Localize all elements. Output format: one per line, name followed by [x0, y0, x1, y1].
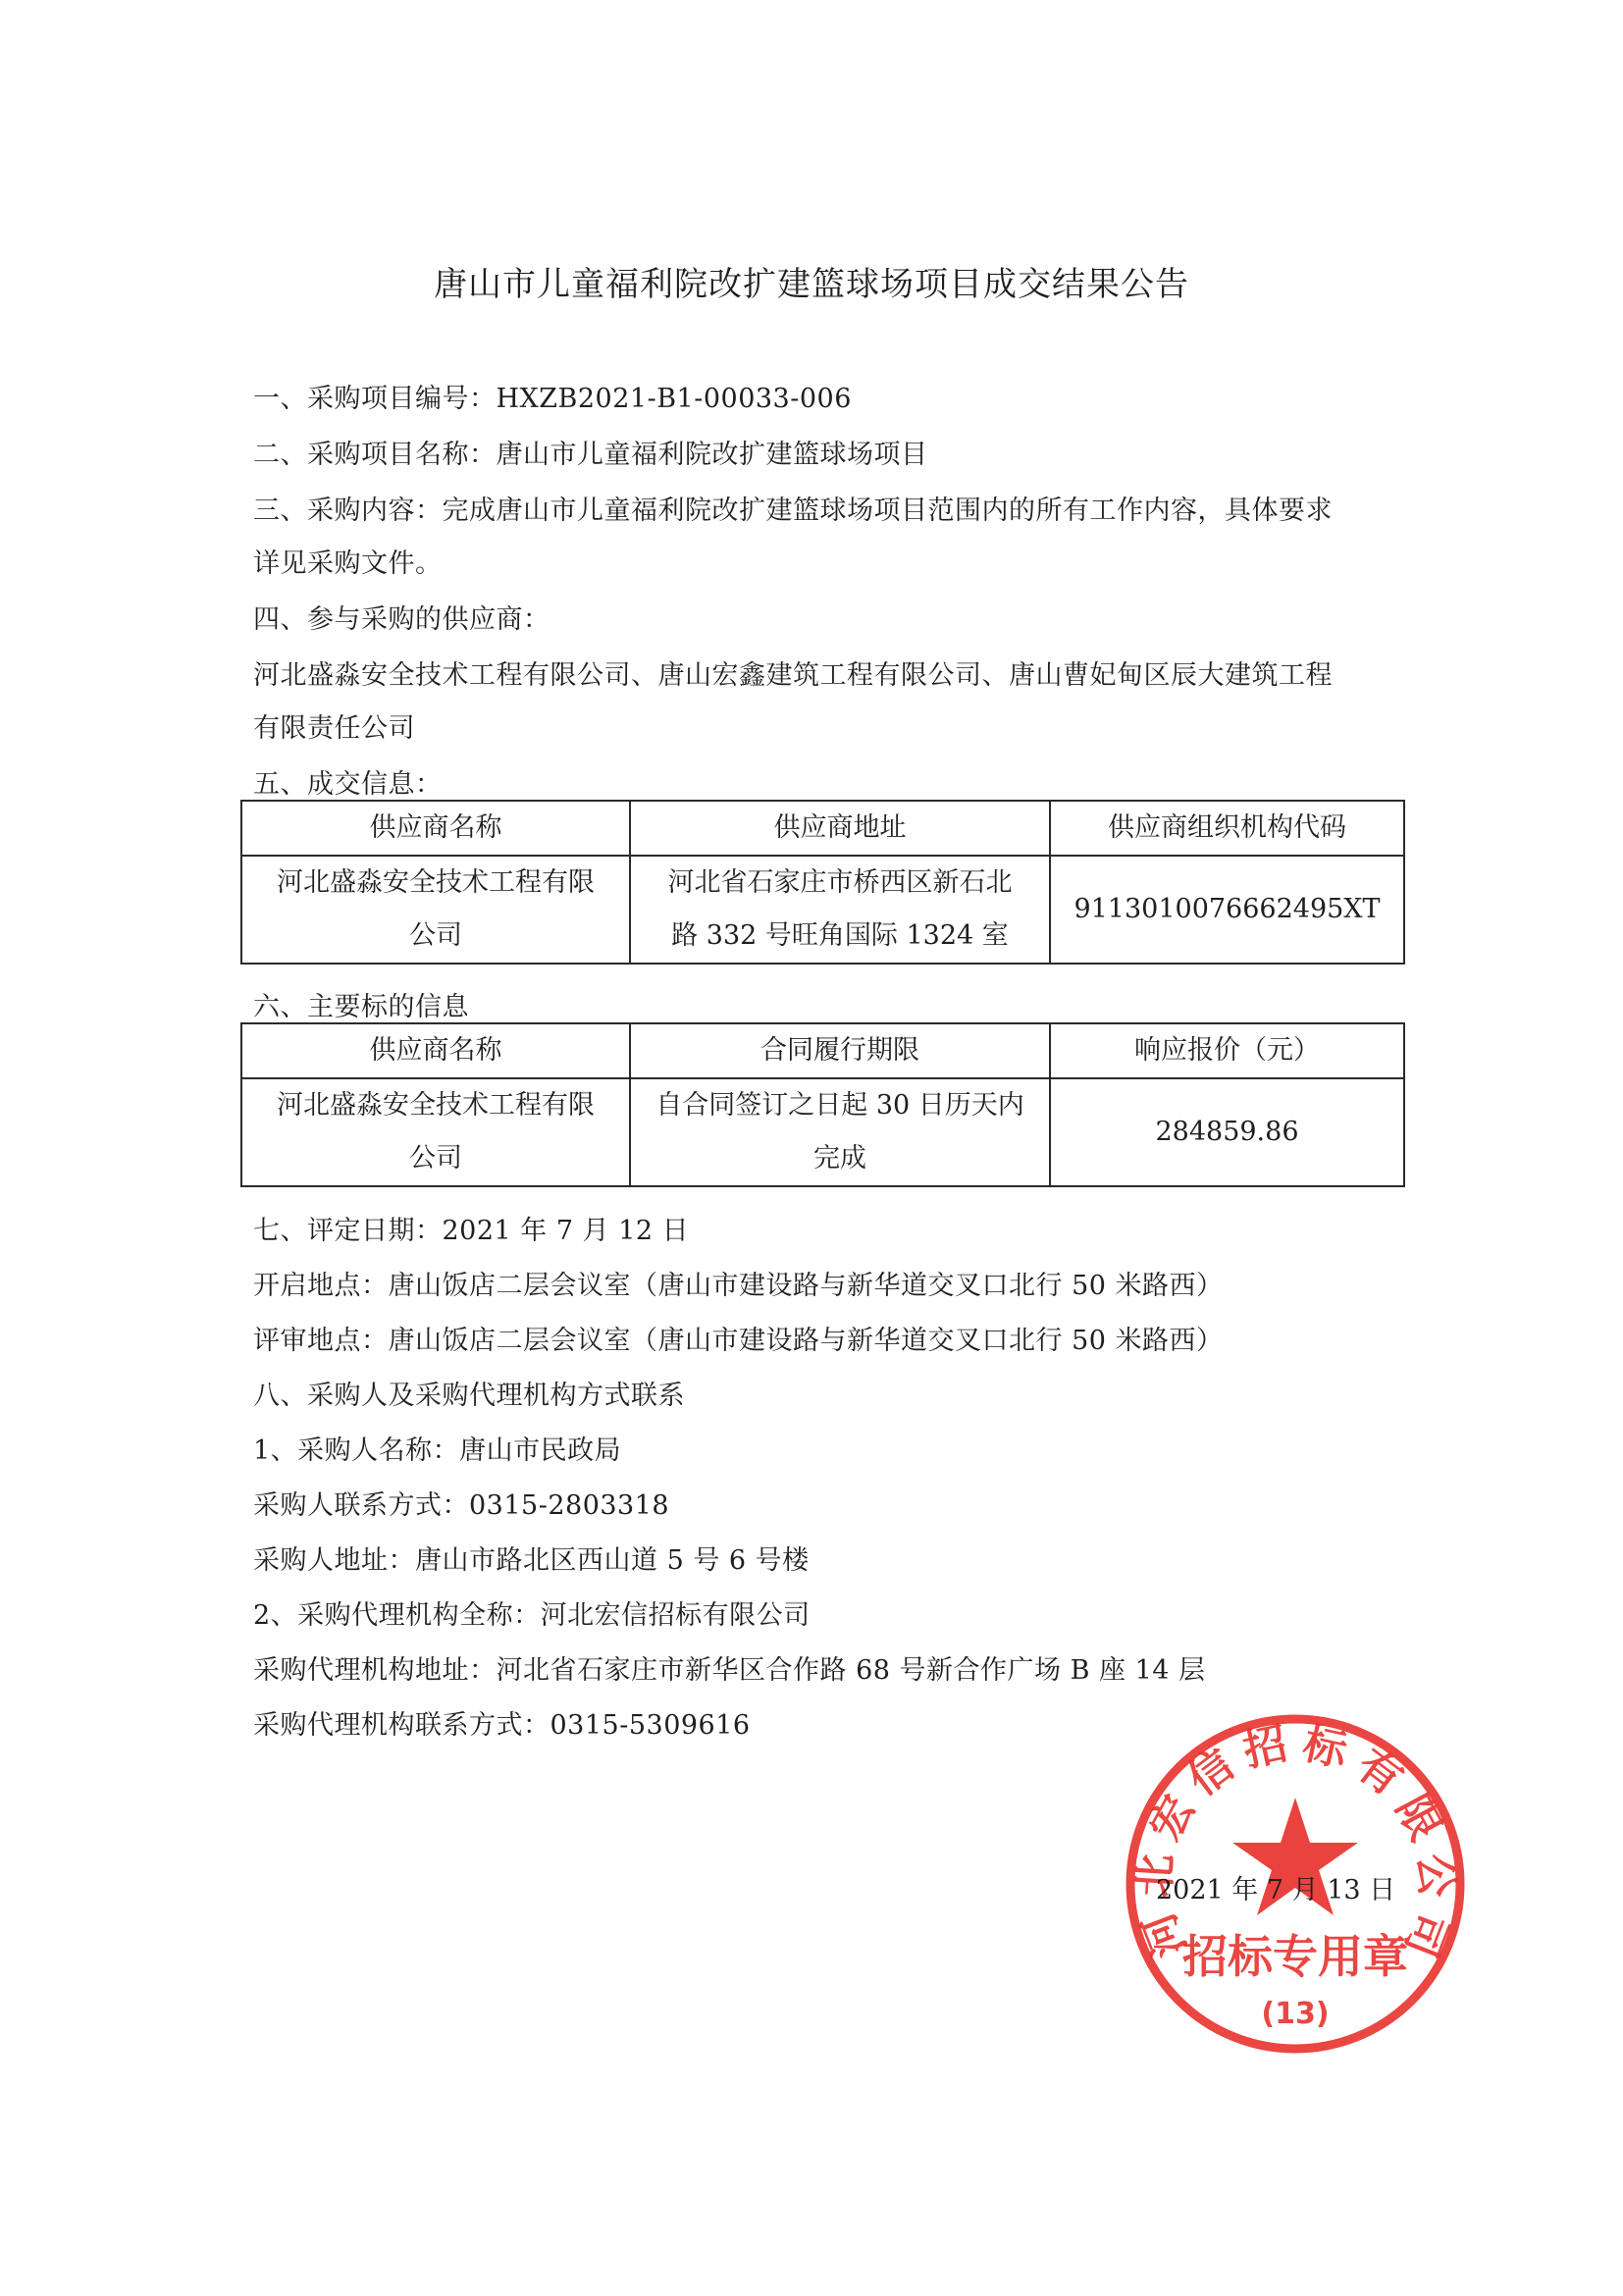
- svg-text:招标专用章: 招标专用章: [1182, 1930, 1408, 1983]
- buyer-name: 1、采购人名称：唐山市民政局: [253, 1435, 622, 1466]
- buyer-address: 采购人地址：唐山市路北区西山道 5 号 6 号楼: [253, 1545, 810, 1576]
- deal-info-table: [240, 800, 1405, 965]
- review-location: 评审地点：唐山饭店二层会议室（唐山市建设路与新华道交叉口北行 50 米路西）: [253, 1326, 1224, 1356]
- cell-line: 完成: [813, 1143, 866, 1174]
- main-info-table: [240, 1022, 1405, 1187]
- procurement-content-line2: 详见采购文件。: [253, 548, 443, 579]
- cell-line: 自合同签订之日起 30 日历天内: [655, 1090, 1024, 1121]
- cell-line: 河北盛淼安全技术工程有限: [277, 1090, 595, 1121]
- contact-heading: 八、采购人及采购代理机构方式联系: [253, 1381, 685, 1411]
- page-title: 唐山市儿童福利院改扩建篮球场项目成交结果公告: [434, 265, 1189, 304]
- agent-phone: 采购代理机构联系方式：0315-5309616: [253, 1710, 751, 1741]
- table-cell-supplier-address: [630, 856, 1050, 964]
- table-header-row: [241, 801, 1404, 856]
- cell-line: 公司: [409, 920, 462, 951]
- svg-text:(13): (13): [1261, 1997, 1330, 2031]
- table-cell-supplier-name: [241, 1078, 630, 1186]
- agent-name: 2、采购代理机构全称：河北宏信招标有限公司: [253, 1600, 811, 1631]
- suppliers-line2: 有限责任公司: [253, 713, 415, 744]
- table-row: [241, 856, 1404, 964]
- table-header-cell: 合同履行期限: [630, 1023, 1050, 1078]
- cell-line: 河北省石家庄市桥西区新石北: [667, 867, 1013, 898]
- cell-line: 河北盛淼安全技术工程有限: [277, 867, 595, 898]
- table-cell-contract-term: [630, 1078, 1050, 1186]
- table-row: [241, 1078, 1404, 1186]
- table-header-cell: 响应报价（元）: [1050, 1023, 1404, 1078]
- table-header-cell: 供应商地址: [630, 801, 1050, 856]
- agent-address: 采购代理机构地址：河北省石家庄市新华区合作路 68 号新合作广场 B 座 14 层: [253, 1655, 1206, 1686]
- table-header-cell: 供应商组织机构代码: [1050, 801, 1404, 856]
- table-header-cell: 供应商名称: [241, 1023, 630, 1078]
- table-cell-supplier-name: [241, 856, 630, 964]
- table-cell-org-code: 9113010076662495XT: [1050, 856, 1404, 964]
- review-date: 七、评定日期：2021 年 7 月 12 日: [253, 1216, 690, 1246]
- signature-date: 2021 年 7 月 13 日: [1156, 1875, 1396, 1905]
- suppliers-line1: 河北盛淼安全技术工程有限公司、唐山宏鑫建筑工程有限公司、唐山曹妃甸区辰大建筑工程: [253, 660, 1333, 691]
- suppliers-heading: 四、参与采购的供应商：: [253, 604, 550, 635]
- svg-text:河北宏信招标有限公司: 河北宏信招标有限公司: [1128, 1718, 1462, 1964]
- main-info-heading: 六、主要标的信息: [253, 992, 469, 1022]
- buyer-phone: 采购人联系方式：0315-2803318: [253, 1490, 670, 1521]
- cell-line: 路 332 号旺角国际 1324 室: [671, 920, 1009, 951]
- project-name: 二、采购项目名称：唐山市儿童福利院改扩建篮球场项目: [253, 440, 928, 470]
- table-header-cell: 供应商名称: [241, 801, 630, 856]
- table-cell-price: 284859.86: [1050, 1078, 1404, 1186]
- table-header-row: [241, 1023, 1404, 1078]
- open-location: 开启地点：唐山饭店二层会议室（唐山市建设路与新华道交叉口北行 50 米路西）: [253, 1271, 1224, 1301]
- cell-line: 公司: [409, 1143, 462, 1174]
- deal-info-heading: 五、成交信息：: [253, 769, 443, 800]
- procurement-content-line1: 三、采购内容：完成唐山市儿童福利院改扩建篮球场项目范围内的所有工作内容，具体要求: [253, 496, 1333, 526]
- project-number: 一、采购项目编号：HXZB2021-B1-00033-006: [253, 384, 852, 414]
